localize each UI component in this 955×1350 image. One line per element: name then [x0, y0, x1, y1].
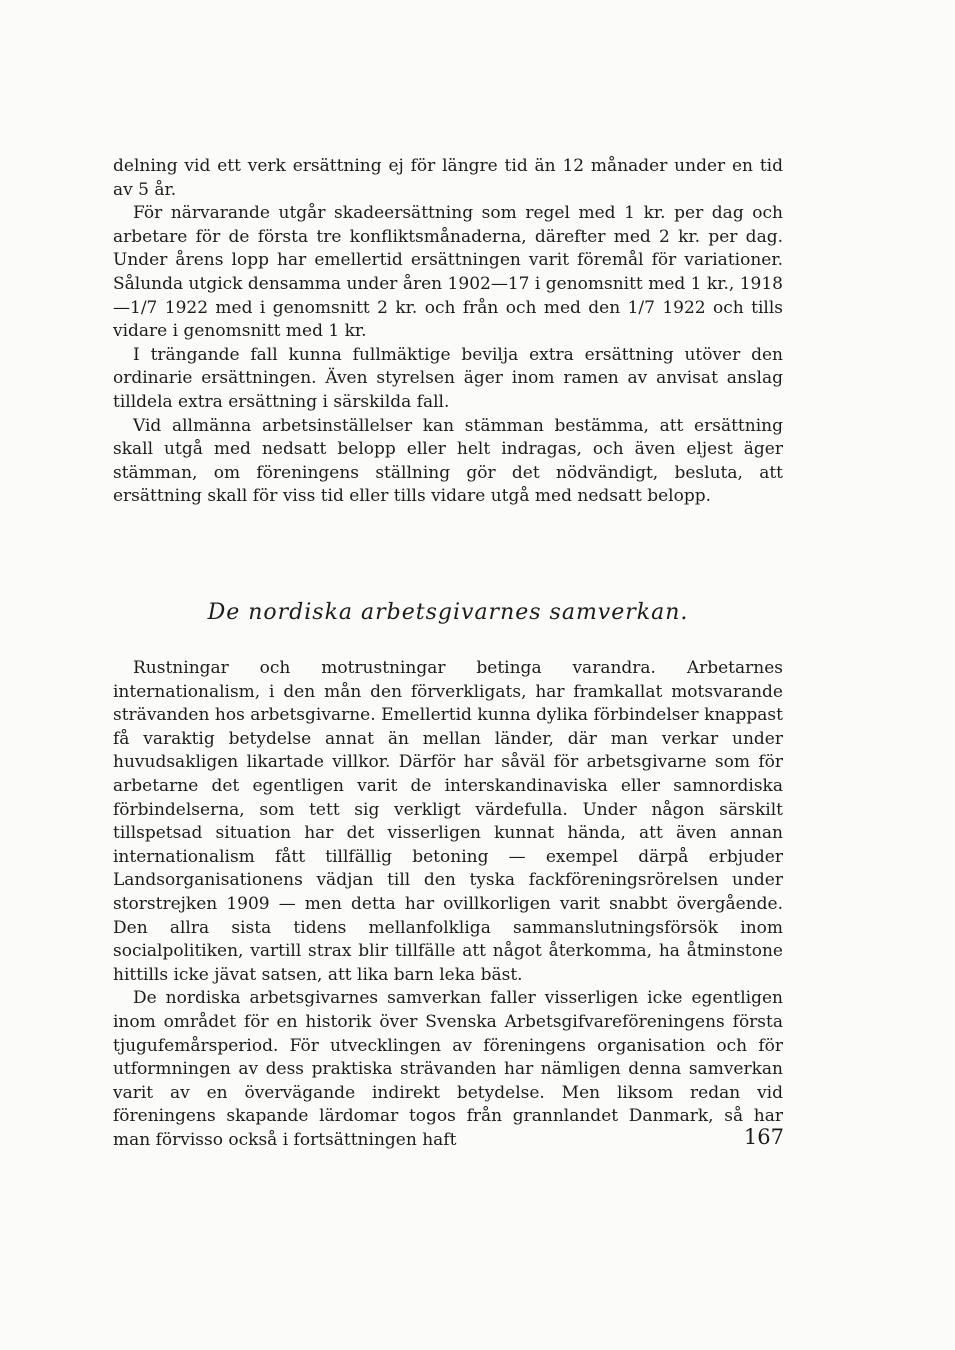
top-text-block	[113, 155, 783, 509]
section-text-block	[113, 657, 783, 1152]
page-number: 167	[743, 1125, 784, 1149]
paragraph-continuation: delning vid ett verk ersättning ej för längre tid än 12 månader under en tid av 5 år.	[113, 156, 783, 200]
paragraph-history-scope: De nordiska arbetsgivarnes samverkan faller visserligen icke egentligen inom området för en historik över Svenska Arbetsgifvareföreningens första tjugufemårsperiod. För utvecklingen av föreningens organisation och för utformningen av dess praktiska strävanden har nämligen denna samverkan varit av en övervägande indirekt betydelse. Men liksom redan vid föreningens skapande lärdomar togos från grannlandet Danmark, så har man förvisso också i fortsättningen haft	[113, 988, 783, 1150]
paragraph-extra-compensation: I trängande fall kunna fullmäktige bevilja extra ersättning utöver den ordinarie ersättningen. Även styrelsen äger inom ramen av anvisat anslag tilldela extra ersättning i särskilda fall.	[113, 344, 783, 412]
paragraph-nordic-cooperation: Rustningar och motrustningar betinga varandra. Arbetarnes internationalism, i den mån den förverkligats, har framkallat motsvarande strävanden hos arbetsgivarne. Emellertid kunna dylika förbindelser knappast få varaktig betydelse annat än mellan länder, där man verkar under huvudsakligen likartade villkor. Därför har såväl för arbetsgivarne som för arbetarne det egentligen varit de interskandinaviska eller samnordiska förbindelserna, som tett sig verkligt värdefulla. Under någon särskilt tillspetsad situation har det visserligen kunnat hända, att även annan internationalism fått tillfällig betoning — exempel därpå erbjuder Landsorganisationens vädjan till den tyska fackföreningsrörelsen under storstrejken 1909 — men detta har ovillkorligen varit snabbt övergående. Den allra sista tidens mellanfolkliga sammanslutningsförsök inom socialpolitiken, vartill strax blir tillfälle att något återkomma, ha åtminstone hittills icke jävat satsen, att lika barn leka bäst.	[113, 658, 783, 985]
paragraph-general-lockouts: Vid allmänna arbetsinställelser kan stämman bestämma, att ersättning skall utgå med nedsatt belopp eller helt indragas, och även eljest äger stämman, om föreningens ställning gör det nödvändigt, besluta, att ersättning skall för viss tid eller tills vidare utgå med nedsatt belopp.	[113, 415, 783, 507]
paragraph-compensation-rates: För närvarande utgår skadeersättning som regel med 1 kr. per dag och arbetare för de första tre konfliktsmånaderna, därefter med 2 kr. per dag. Under årens lopp har emellertid ersättningen varit föremål för variationer. Sålunda utgick densamma under åren 1902—17 i genomsnitt med 1 kr., 1918—1/7 1922 med i genomsnitt 2 kr. och från och med den 1/7 1922 och tills vidare i genomsnitt med 1 kr.	[113, 203, 783, 342]
section-heading: De nordiska arbetsgivarnes samverkan.	[207, 600, 689, 625]
